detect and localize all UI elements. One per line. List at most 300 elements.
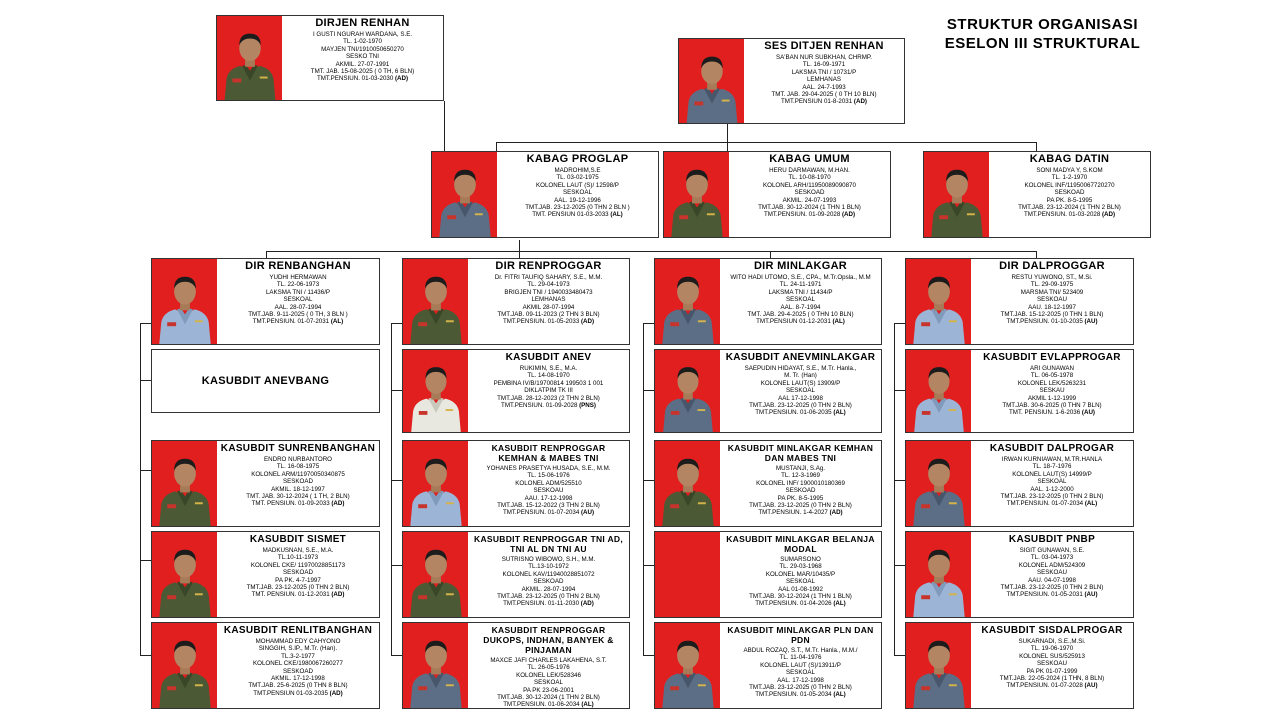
retirement-line: [1006, 591, 1097, 598]
connector: [770, 251, 771, 258]
connector: [496, 142, 497, 151]
officer-detail-line: MAYJEN TNI/1910050650270: [321, 45, 404, 53]
dir-renproggar-box: [402, 258, 630, 345]
kasubdit-minlakgar-kemhan-box: [654, 440, 882, 527]
officer-detail-line: TMT.JAB. 23-12-2025 (0 THN 2 BLN): [246, 584, 350, 592]
portrait-figure: [435, 152, 495, 237]
portrait-figure: [658, 350, 718, 432]
kasubdit-renproggar-tniad-box: [402, 531, 630, 618]
officer-info: [282, 16, 443, 100]
officer-detail-line: TL. 03-04-1973: [1030, 554, 1074, 562]
portrait-figure: [406, 532, 466, 617]
officer-detail-line: TL.3-2-1977: [281, 652, 315, 660]
portrait-photo: [152, 441, 217, 526]
portrait-photo: [655, 350, 720, 432]
officer-detail-line: TL. 12-3-1969: [781, 472, 820, 480]
branch-suffix: (AD): [829, 509, 843, 517]
officer-detail-line: SESKOAL: [786, 387, 815, 395]
retirement-date: TMT.PENSIUN. 01-05-2034: [755, 691, 834, 699]
officer-info: [217, 623, 379, 708]
branch-suffix: (AU): [1081, 409, 1095, 417]
officer-detail-line: TL. 26-05-1976: [527, 664, 570, 672]
portrait-figure: [155, 623, 215, 708]
officer-info: [720, 532, 881, 617]
officer-detail-line: PEMBINA IV/B/19700814 199503 1 001: [493, 379, 604, 387]
officer-detail-line: TL. 29-03-1968: [779, 563, 822, 571]
officer-detail-line: SESKOAL: [1037, 478, 1067, 486]
officer-detail-line: SONI MADYA Y, S.KOM: [1036, 167, 1103, 174]
officer-detail-line: KOLONEL LEK/528346: [516, 671, 581, 679]
officer-info: [989, 152, 1150, 237]
officer-detail-line: RESTU YUWONO, ST., M.Si.: [1011, 274, 1093, 281]
officer-info: [720, 623, 881, 708]
officer-detail-line: AAL. 19-12-1996: [554, 196, 601, 204]
officer-detail-line: ENDRO NURBANTORO: [264, 456, 332, 463]
officer-detail-line: AKMIL 28-07-1994: [522, 303, 575, 311]
retirement-date: TMT.PENSIUN. 01-04-2026: [755, 600, 834, 608]
position-title: DIR MINLAKGAR: [753, 260, 848, 272]
kasubdit-pnbp-box: [905, 531, 1134, 618]
officer-detail-line: SESKOAU: [1037, 296, 1067, 304]
branch-suffix: (AD): [581, 318, 595, 326]
portrait-figure: [155, 532, 215, 617]
position-title: KASUBDIT MINLAKGAR PLN DAN PDN: [727, 625, 874, 645]
officer-detail-line: AKMIL. 17-12-1998: [271, 675, 325, 683]
officer-info: [720, 259, 881, 344]
officer-detail-line: PA PK. 8-5-1995: [1046, 196, 1093, 204]
portrait-photo: [403, 532, 468, 617]
position-title: KASUBDIT RENLITBANGHAN: [223, 625, 373, 636]
retirement-date: TMT.PENSIUN. 01-10-2035: [1006, 318, 1085, 326]
officer-info: [971, 259, 1133, 344]
officer-detail-line: SUTRISNO WIBOWO, S.H., M.M.: [501, 556, 596, 563]
officer-detail-line: SINGGIH, S.IP., M.Tr. (Han).: [258, 645, 338, 653]
branch-suffix: (AL): [833, 691, 846, 699]
officer-detail-line: PA PK. 4-7-1997: [275, 576, 321, 584]
position-title: KASUBDIT MINLAKGAR BELANJA MODAL: [726, 534, 875, 554]
position-title: KASUBDIT DALPROGAR: [989, 443, 1115, 454]
officer-detail-line: MUSTANJI, S.Ag.: [775, 465, 826, 472]
officer-detail-line: KOLONEL ARM/11970050340875: [251, 470, 345, 478]
officer-detail-line: TMT.JAB. 23-12-2025 (0 THN 2 BLN): [749, 502, 852, 510]
position-title: KASUBDIT SISDALPROGAR: [981, 625, 1123, 636]
position-title: SES DITJEN RENHAN: [764, 40, 884, 52]
officer-detail-line: KOLONEL MAR/10435/P: [765, 570, 836, 578]
portrait-figure: [155, 441, 215, 526]
officer-detail-line: AAL 17-12-1998: [778, 394, 823, 402]
retirement-line: [756, 318, 845, 325]
retirement-line: [252, 591, 345, 598]
portrait-figure: [406, 623, 466, 708]
retirement-line: [781, 98, 867, 105]
officer-detail-line: SA'BAN NUR SUBKHAN, CHRMP.: [776, 54, 872, 61]
position-title: KASUBDIT ANEV: [505, 352, 592, 363]
officer-detail-line: AKMIL. 18-12-1997: [271, 485, 325, 493]
officer-detail-line: TMT.JAB. 23-12-2025 (0 THN 2 BLN): [749, 684, 852, 692]
kabag-umum-box: [663, 151, 891, 238]
officer-detail-line: SESKAU: [1039, 387, 1065, 395]
kasubdit-anevbang-title: KASUBDIT ANEVBANG: [201, 375, 330, 387]
officer-detail-line: KOLONEL LAUT (S)/13911/P: [760, 661, 841, 669]
connector: [1036, 142, 1037, 151]
officer-detail-line: LEMHANAS: [806, 76, 842, 84]
officer-detail-line: KOLONEL ADM/525510: [515, 479, 582, 487]
officer-detail-line: KOLONEL LAUT (S)/ 12598/P: [536, 181, 619, 189]
position-title: KASUBDIT RENPROGGAR KEMHAN & MABES TNI: [491, 443, 606, 463]
officer-detail-line: TMT. JAB. 29-4-2025 ( 0 THN 10 BLN): [747, 311, 854, 319]
retirement-date: TMT.PENSIUN. 01-07-2034: [502, 509, 581, 517]
officer-detail-line: KOLONEL INF/11950067720270: [1024, 181, 1115, 189]
officer-detail-line: TL. 1-02-1970: [343, 38, 382, 46]
retirement-date: TMT. PENSIUN 01-03-2033: [532, 211, 611, 219]
officer-detail-line: TMT.JAB. 28-12-2023 (2 THN 2 BLN): [497, 394, 600, 402]
portrait-photo: [906, 532, 971, 617]
officer-detail-line: TL. 06-05-1978: [1030, 372, 1074, 380]
retirement-date: TMT.PENSIUN. 01-09-2028: [763, 211, 842, 219]
branch-suffix: (AL): [610, 211, 623, 219]
officer-info: [468, 532, 629, 617]
branch-suffix: (AL): [833, 409, 846, 417]
retirement-line: [1007, 500, 1097, 507]
officer-detail-line: TL. 10-08-1970: [788, 174, 831, 182]
officer-detail-line: AAL. 28-07-1994: [274, 303, 322, 311]
officer-detail-line: KOLONEL SUS/525913: [1019, 652, 1085, 660]
officer-info: [497, 152, 658, 237]
officer-info: [217, 259, 379, 344]
branch-suffix: (AL): [581, 701, 594, 708]
chart-title: [930, 15, 1155, 53]
connector: [643, 323, 644, 655]
connector: [140, 323, 141, 655]
kasubdit-minlakgar-belanja-box: [654, 531, 882, 618]
retirement-line: [755, 409, 845, 416]
officer-detail-line: TL. 16-08-1975: [276, 463, 320, 471]
branch-suffix: (AD): [331, 500, 345, 508]
officer-detail-line: TMT.JAB. 9-11-2025 ( 0 TH, 3 BLN ): [248, 311, 348, 319]
retirement-date: TMT.PENSIUN. 01-11-2030: [503, 600, 581, 608]
officer-info: [744, 39, 904, 123]
position-title: DIR RENBANGHAN: [245, 260, 351, 272]
dirjen-box: [216, 15, 444, 101]
portrait-figure: [682, 39, 742, 123]
officer-detail-line: RUKIMIN, S.E., M.A.: [519, 365, 578, 372]
officer-detail-line: TMT.JAB. 22-05-2024 (1 THN, 8 BLN): [999, 675, 1105, 683]
officer-info: [468, 441, 629, 526]
officer-detail-line: MARSMA TNI/ 523409: [1020, 288, 1084, 296]
kasubdit-dalprogar-box: [905, 440, 1134, 527]
portrait-photo: [906, 350, 971, 432]
portrait-figure: [909, 350, 969, 432]
officer-detail-line: SESKOAL: [534, 679, 563, 687]
retirement-date: TMT.PENSIUN 01-12-2031: [756, 318, 833, 326]
officer-detail-line: LAKSMA TNI / 11434/P: [768, 288, 833, 296]
position-title: KASUBDIT RENPROGGAR DUKOPS, INDHAN, BANYEK & PINJAMAN: [483, 625, 614, 655]
kasubdit-evlapprogar-box: [905, 349, 1134, 433]
portrait-photo: [906, 441, 971, 526]
kabag-datin-box: [923, 151, 1151, 238]
portrait-figure: [667, 152, 727, 237]
officer-info: [971, 350, 1133, 432]
officer-detail-line: TMT.JAB. 15-12-2022 (3 THN 2 BLN): [497, 502, 600, 510]
officer-detail-line: SESKOAD: [283, 569, 313, 577]
officer-detail-line: KOLONEL CKE/1980067260277: [253, 660, 343, 668]
portrait-photo: [924, 152, 989, 237]
portrait-figure: [155, 259, 215, 344]
officer-detail-line: SESKOAL: [786, 669, 815, 677]
officer-info: [729, 152, 890, 237]
position-title: KABAG PROGLAP: [526, 153, 629, 165]
position-title: KASUBDIT EVLAPPROGAR: [983, 352, 1121, 363]
officer-detail-line: SAEPUDIN HIDAYAT, S.E., M.Tr. Hanla.,: [744, 365, 857, 372]
retirement-line: [758, 509, 842, 516]
officer-info: [217, 532, 379, 617]
retirement-date: TMT.PENSIUN. 01-07-2028: [1006, 682, 1085, 690]
kabag-proglap-box: [431, 151, 659, 238]
kasubdit-sunrenbanghan-box: [151, 440, 380, 527]
officer-detail-line: TL. 29-09-1975: [1030, 281, 1074, 289]
officer-detail-line: TL. 03-02-1975: [556, 174, 599, 182]
kasubdit-renproggar-dukops-box: [402, 622, 630, 709]
officer-detail-line: PA PK 01-07-1999: [1026, 667, 1078, 675]
officer-detail-line: TL. 24-11-1971: [779, 281, 822, 289]
retirement-date: TMT. PENSIUN. 1-6-2036: [1009, 409, 1082, 417]
officer-detail-line: AAU. 18-12-1997: [1028, 303, 1076, 311]
retirement-date: TMT.PENSIUN. 1-4-2027: [758, 509, 830, 517]
retirement-date: TMT.PENSIUN. 01-06-2035: [755, 409, 834, 417]
officer-detail-line: PA PK 23-06-2001: [523, 686, 574, 694]
portrait-figure: [909, 441, 969, 526]
officer-detail-line: LAKSMA TNI / 10731/P: [791, 68, 857, 76]
portrait-photo: [152, 532, 217, 617]
officer-info: [720, 441, 881, 526]
officer-detail-line: TL. 22-06-1973: [276, 281, 320, 289]
officer-detail-line: TL. 29-04-1973: [527, 281, 570, 289]
branch-suffix: (AD): [842, 211, 856, 219]
officer-info: [468, 350, 629, 432]
officer-info: [720, 350, 881, 432]
officer-detail-line: SESKO TNI: [346, 53, 379, 61]
portrait-photo: [906, 259, 971, 344]
retirement-date: TMT.PENSIUN. 01-05-2031: [1006, 591, 1085, 599]
retirement-line: [253, 690, 342, 697]
officer-detail-line: MADROHIM,S.E: [554, 167, 601, 174]
branch-suffix: (AD): [1102, 211, 1116, 219]
officer-detail-line: TMT.JAB. 30-12-2024 (1 THN 1 BLN): [758, 204, 861, 212]
officer-detail-line: AKMIL 1-12-1999: [1027, 394, 1077, 402]
chart-title-line-1: STRUKTUR ORGANISASI: [946, 16, 1139, 33]
officer-detail-line: SESKOAL: [786, 578, 815, 586]
officer-detail-line: TMT.JAB. 23-12-2025 (0 THN 2 BLN ): [525, 204, 630, 212]
retirement-line: [1006, 318, 1097, 325]
officer-detail-line: KOLONEL INF/ 1900010180369: [756, 479, 845, 487]
officer-detail-line: TL. 15-06-1976: [527, 472, 570, 480]
retirement-date: TMT.PENSIUN. 01-03-2030: [316, 75, 395, 83]
officer-detail-line: TMT.JAB. 23-12-2024 (1 THN 2 BLN): [1018, 204, 1121, 212]
officer-detail-line: SIGIT GUNAWAN, S.E.: [1019, 547, 1085, 554]
kasubdit-sismet-box: [151, 531, 380, 618]
portrait-photo: [679, 39, 744, 123]
portrait-photo: [664, 152, 729, 237]
retirement-date: TMT.PENSIUN. 01-07-2031: [252, 318, 331, 326]
officer-detail-line: KOLONEL ADM/524309: [1018, 561, 1086, 569]
retirement-line: [764, 211, 855, 218]
retirement-line: [1006, 682, 1097, 689]
portrait-photo: [432, 152, 497, 237]
position-title: DIR RENPROGGAR: [495, 260, 602, 272]
officer-detail-line: TMT.JAB. 23-12-2025 (0 THN 2 BLN): [1000, 584, 1104, 592]
officer-detail-line: YOHANES PRASETYA HUSADA, S.E., M.M.: [486, 465, 611, 472]
officer-detail-line: TMT.JAB. 23-12-2025 (0 THN 2 BLN): [749, 402, 852, 410]
officer-detail-line: AAU. 04-07-1998: [1028, 576, 1076, 584]
officer-detail-line: TMT.JAB. 30-12-2024 (1 THN 1 BLN): [749, 593, 852, 601]
officer-detail-line: TMT.JAB. 30-6-2025 (0 THN 7 BLN): [1002, 402, 1102, 410]
branch-suffix: (AD): [853, 98, 867, 106]
retirement-line: [253, 318, 343, 325]
position-title: KABAG DATIN: [1029, 153, 1110, 165]
portrait-photo: [152, 259, 217, 344]
officer-detail-line: ABDUL ROZAQ, S.T., M.Tr. Hanla., M.M./: [743, 647, 858, 654]
portrait-photo: [655, 532, 720, 617]
officer-detail-line: SESKOAU: [533, 487, 564, 495]
officer-detail-line: SESKOAD: [794, 189, 825, 197]
connector: [444, 101, 445, 151]
officer-detail-line: AKMIL. 27-07-1991: [335, 60, 390, 68]
retirement-line: [532, 211, 622, 218]
officer-detail-line: TL.13-10-1972: [528, 563, 569, 571]
officer-detail-line: TMT. JAB. 15-08-2025 ( 0 TH, 6 BLN): [310, 68, 415, 76]
portrait-photo: [403, 623, 468, 708]
portrait-photo: [655, 623, 720, 708]
officer-detail-line: ARI GUNAWAN: [1030, 365, 1074, 372]
officer-detail-line: KOLONEL KAV/11940028851072: [502, 570, 595, 578]
officer-detail-line: TL. 1-2-1970: [1051, 174, 1088, 182]
portrait-figure: [406, 259, 466, 344]
retirement-line: [1009, 409, 1095, 416]
officer-detail-line: AAU. 17-12-1998: [524, 494, 573, 502]
kasubdit-anevminlakgar-box: [654, 349, 882, 433]
branch-suffix: (AD): [329, 689, 343, 697]
kasubdit-renproggar-kemhan-box: [402, 440, 630, 527]
officer-detail-line: SESKOAD: [283, 667, 313, 675]
dir-minlakgar-box: [654, 258, 882, 345]
portrait-photo: [217, 16, 282, 100]
kasubdit-minlakgar-pln-box: [654, 622, 882, 709]
retirement-date: TMT.PENSIUN. 01-07-2034: [1006, 500, 1085, 508]
officer-detail-line: AKMIL. 24-07-1993: [782, 196, 837, 204]
branch-suffix: (AL): [1084, 500, 1098, 508]
officer-detail-line: MADKUSNAN, S.E., M.A.: [262, 547, 334, 554]
retirement-date: TMT.PENSIUN. 01-09-2028: [501, 402, 580, 410]
connector: [266, 251, 1037, 252]
retirement-line: [503, 509, 594, 516]
officer-detail-line: TMT.JAB. 23-12-2025 (0 THN 2 BLN): [1000, 493, 1104, 501]
branch-suffix: (AD): [395, 75, 409, 83]
branch-suffix: (AL): [832, 318, 845, 326]
officer-detail-line: TMT.JAB. 09-11-2023 (2 THN 3 BLN): [497, 311, 600, 319]
branch-suffix: (AU): [1084, 682, 1098, 690]
retirement-date: TMT. PENSIUN. 01-09-2033: [251, 500, 332, 508]
officer-info: [971, 532, 1133, 617]
officer-detail-line: AAL. 8-7-1994: [780, 303, 821, 311]
retirement-line: [1024, 211, 1115, 218]
position-title: KASUBDIT SISMET: [249, 534, 347, 545]
branch-suffix: (AD): [331, 591, 345, 599]
officer-detail-line: TL. 18-7-1976: [1032, 463, 1072, 471]
kasubdit-sisdalprogar-box: [905, 622, 1134, 709]
kasubdit-anev-box: [402, 349, 630, 433]
portrait-figure: [658, 623, 718, 708]
branch-suffix: (AD): [580, 600, 594, 608]
officer-detail-line: TMT. JAB. 29-04-2025 ( 0 TH 10 BLN): [771, 91, 877, 99]
retirement-date: TMT.PENSIUN 01-8-2031: [781, 98, 854, 106]
officer-detail-line: M. Tr. (Han): [784, 372, 817, 380]
retirement-line: [503, 318, 594, 325]
portrait-figure: [927, 152, 987, 237]
officer-detail-line: SESKOAL: [563, 189, 592, 197]
officer-detail-line: Dr. FITRI TAUFIQ SAHARY, S.E., M.M.: [494, 274, 603, 281]
officer-detail-line: YUDHI HERMAWAN: [269, 274, 327, 281]
portrait-photo: [655, 441, 720, 526]
portrait-figure: [658, 259, 718, 344]
officer-detail-line: KOLONEL ARH/11950089090870: [763, 181, 856, 189]
officer-detail-line: SESKOAL: [283, 296, 313, 304]
officer-detail-line: AAL 01-08-1992: [778, 585, 823, 593]
dir-renbanghan-box: [151, 258, 380, 345]
branch-suffix: (AU): [1084, 318, 1098, 326]
officer-detail-line: MAXCE JAFI CHARLES LAKAHENA, S.T.: [490, 657, 607, 664]
connector: [266, 251, 267, 258]
portrait-photo: [906, 623, 971, 708]
officer-info: [217, 441, 379, 526]
retirement-line: [503, 600, 594, 607]
retirement-date: TMT.PENSIUN. 01-05-2033: [502, 318, 581, 326]
kasubdit-renlitbanghan-box: [151, 622, 380, 709]
retirement-line: [317, 75, 408, 82]
officer-info: [468, 259, 629, 344]
portrait-photo: [403, 441, 468, 526]
retirement-line: [755, 600, 845, 607]
position-title: KABAG UMUM: [769, 153, 850, 165]
retirement-date: TMT. PENSIUN. 01-12-2031: [251, 591, 332, 599]
branch-suffix: (PNS): [579, 402, 596, 410]
branch-suffix: (AL): [330, 318, 344, 326]
officer-detail-line: TL. 11-04-1976: [779, 654, 822, 662]
branch-suffix: (AU): [581, 509, 595, 517]
officer-detail-line: AAL. 1-12-2000: [1030, 485, 1074, 493]
officer-detail-line: TMT.JAB. 23-12-2025 (0 THN 2 BLN): [497, 593, 600, 601]
retirement-line: [755, 691, 845, 698]
officer-detail-line: SESKOAD: [785, 487, 816, 495]
portrait-figure: [220, 16, 280, 100]
officer-detail-line: IRWAN KURNIAWAN, M.TR.HANLA: [1001, 456, 1103, 463]
kasubdit-anevbang-box: [151, 349, 380, 413]
connector: [496, 142, 1037, 143]
connector: [894, 323, 895, 655]
position-title: KASUBDIT ANEVMINLAKGAR: [725, 352, 876, 363]
position-title: KASUBDIT RENPROGGAR TNI AD, TNI AL DN TNI AU: [474, 534, 623, 554]
portrait-figure: [909, 259, 969, 344]
position-title: KASUBDIT MINLAKGAR KEMHAN DAN MABES TNI: [727, 443, 874, 463]
officer-detail-line: KOLONEL LEK/5263231: [1017, 379, 1087, 387]
officer-detail-line: SESKOAD: [1054, 189, 1085, 197]
portrait-figure: [406, 350, 466, 432]
retirement-date: TMT.PENSIUN. 01-06-2034: [503, 701, 582, 708]
officer-detail-line: SESKOAD: [283, 478, 313, 486]
officer-info: [468, 623, 629, 708]
officer-detail-line: AAL. 24-7-1993: [802, 83, 846, 91]
officer-detail-line: AKMIL. 28-07-1994: [521, 585, 576, 593]
portrait-figure: [658, 441, 718, 526]
